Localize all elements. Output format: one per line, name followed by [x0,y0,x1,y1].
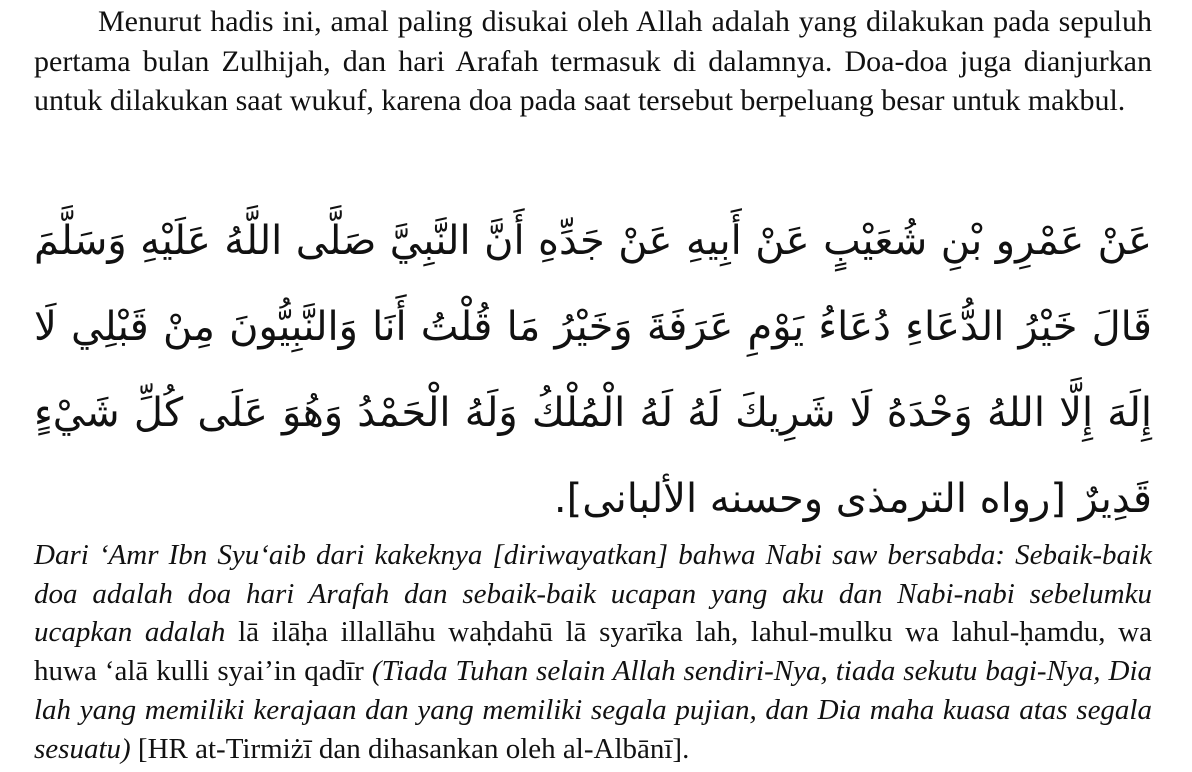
arabic-hadith-text: عَنْ عَمْرِو بْنِ شُعَيْبٍ عَنْ أَبِيهِ عَنْ جَدِّهِ أَنَّ النَّبِيَّ صَلَّى اللَّهُ عَلَيْهِ وَسَلَّمَ قَالَ خَيْرُ الدُّعَاءِ دُعَاءُ يَوْمِ عَرَفَةَ وَخَيْرُ مَا قُلْتُ أَنَا وَالنَّبِيُّونَ مِنْ قَبْلِي لَا إِلَهَ إِلَّا اللهُ وَحْدَهُ لَا شَرِيكَ لَهُ لَهُ الْمُلْكُ وَلَهُ الْحَمْدُ وَهُوَ عَلَى كُلِّ شَيْءٍ قَدِيرٌ [رواه الترمذى وحسنه الألبانى]. [34,218,1152,522]
translation-italic-intro: Dari ‘Amr Ibn Syu‘aib dari kakeknya [diriwayatkan] bahwa Nabi saw bersabda: Sebaik-baik doa adalah doa hari Arafah dan sebaik-baik ucapan yang aku dan Nabi-nabi sebelumku ucapkan adalah [34,539,1152,649]
translation-italic-meaning: (Tiada Tuhan selain Allah sendiri-Nya, tiada sekutu bagi-Nya, Dia lah yang memiliki kerajaan dan yang memiliki segala pujian, dan Dia maha kuasa atas segala sesuatu) [34,655,1153,765]
hadith-source-citation: [HR at-Tirmiżī dan dihasankan oleh al-Albānī]. [130,732,690,765]
translation-paragraph [34,536,1152,768]
document-page [34,0,1152,772]
transliteration-text: lā ilāḥa illallāhu waḥdahū lā syarīka lah, lahul-mulku wa lahul-ḥamdu, wa huwa ‘alā kulli syai’in qadīr [34,616,1152,688]
intro-paragraph: Menurut hadis ini, amal paling disukai oleh Allah adalah yang dilakukan pada sepuluh pertama bulan Zulhijah, dan hari Arafah termasuk di dalamnya. Doa-doa juga dianjurkan untuk dilakukan saat wukuf, karena doa pada saat tersebut berpeluang besar untuk makbul. [34,5,1152,117]
